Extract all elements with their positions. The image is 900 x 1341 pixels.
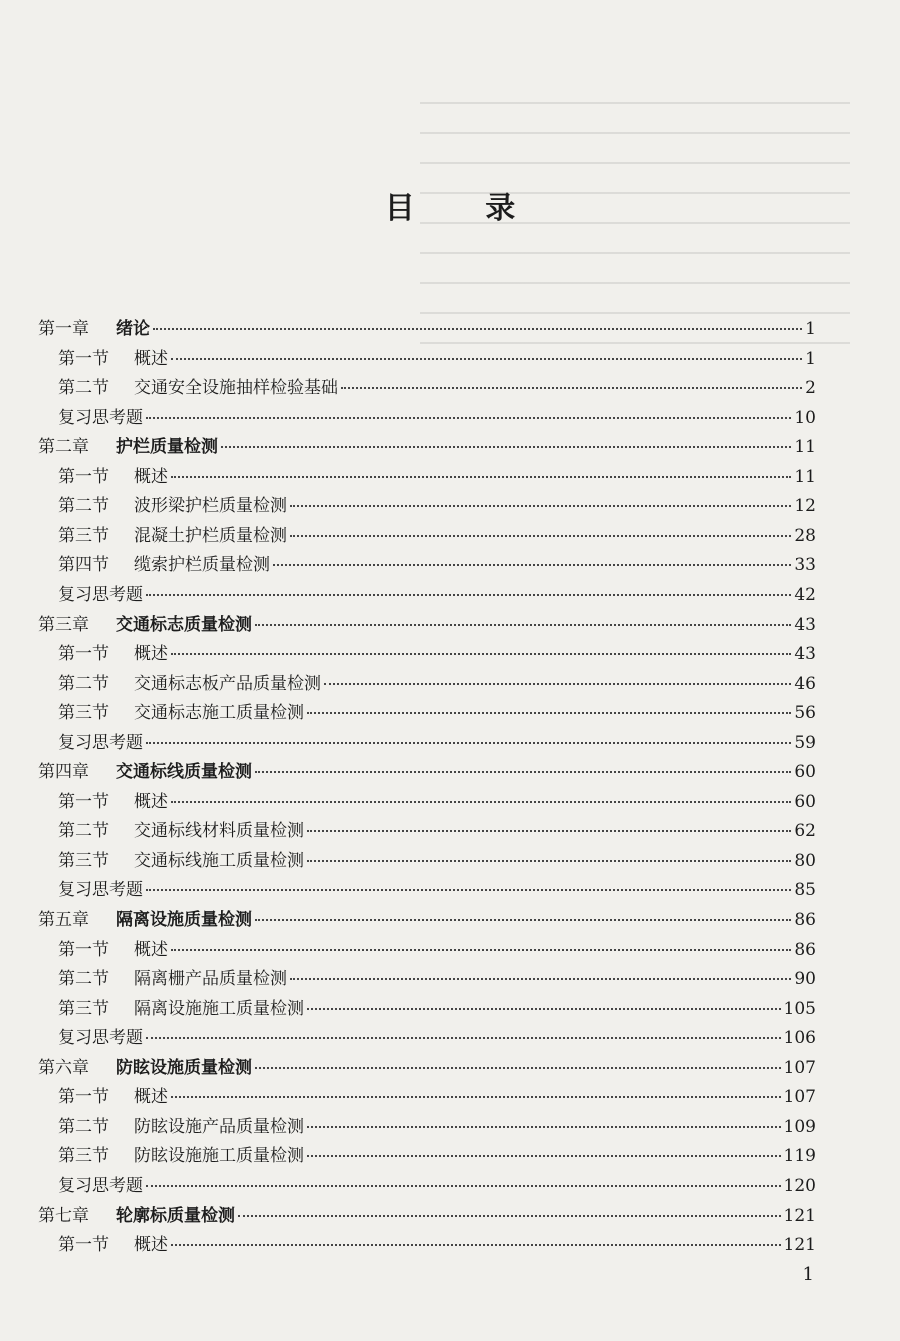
dot-leader	[307, 812, 791, 832]
toc-section-entry[interactable]	[58, 669, 816, 695]
entry-title: 概述	[134, 1087, 168, 1107]
toc-review-entry[interactable]	[58, 1023, 816, 1049]
entry-number: 第三节	[58, 999, 109, 1019]
entry-number: 第一节	[58, 1235, 109, 1255]
entry-number: 第二节	[58, 821, 109, 841]
dot-leader	[153, 310, 802, 330]
entry-number: 第一章	[38, 319, 89, 339]
page-number: 1	[802, 1264, 814, 1285]
dot-leader	[290, 517, 791, 537]
entry-page-number: 42	[794, 585, 816, 605]
entry-title: 防眩设施质量检测	[116, 1058, 252, 1078]
entry-title: 交通标志施工质量检测	[134, 703, 304, 723]
entry-title: 复习思考题	[58, 1176, 143, 1196]
toc-review-entry[interactable]	[58, 728, 816, 754]
entry-number: 第四节	[58, 555, 109, 575]
entry-page-number: 90	[794, 969, 816, 989]
dot-leader	[307, 842, 791, 862]
dot-leader	[146, 871, 791, 891]
entry-page-number: 10	[794, 408, 816, 428]
entry-page-number: 59	[794, 733, 816, 753]
toc-review-entry[interactable]	[58, 580, 816, 606]
entry-number: 第二节	[58, 1117, 109, 1137]
toc-section-entry[interactable]	[58, 964, 816, 990]
entry-title: 复习思考题	[58, 408, 143, 428]
toc-section-entry[interactable]	[58, 787, 816, 813]
entry-title: 复习思考题	[58, 733, 143, 753]
entry-page-number: 33	[794, 555, 816, 575]
toc-section-entry[interactable]	[58, 698, 816, 724]
entry-page-number: 12	[794, 496, 816, 516]
entry-page-number: 46	[794, 674, 816, 694]
toc-section-entry[interactable]	[58, 1082, 816, 1108]
entry-number: 第三节	[58, 526, 109, 546]
entry-number: 第二节	[58, 496, 109, 516]
toc-section-entry[interactable]	[58, 639, 816, 665]
toc-review-entry[interactable]	[58, 403, 816, 429]
dot-leader	[171, 1078, 781, 1098]
entry-title: 复习思考题	[58, 585, 143, 605]
entry-title: 防眩设施施工质量检测	[134, 1146, 304, 1166]
entry-page-number: 28	[794, 526, 816, 546]
entry-page-number: 1	[805, 349, 816, 369]
dot-leader	[146, 724, 791, 744]
entry-page-number: 105	[783, 999, 816, 1019]
toc-section-entry[interactable]	[58, 846, 816, 872]
entry-page-number: 60	[794, 792, 816, 812]
dot-leader	[255, 901, 791, 921]
entry-title: 隔离设施施工质量检测	[134, 999, 304, 1019]
entry-number: 第四章	[38, 762, 89, 782]
entry-number: 第七章	[38, 1206, 89, 1226]
dot-leader	[307, 1137, 781, 1157]
entry-title: 交通标线质量检测	[116, 762, 252, 782]
toc-chapter-entry[interactable]	[38, 757, 816, 783]
toc-chapter-entry[interactable]	[38, 1201, 816, 1227]
entry-title: 防眩设施产品质量检测	[134, 1117, 304, 1137]
entry-page-number: 2	[805, 378, 816, 398]
entry-number: 第三节	[58, 851, 109, 871]
toc-chapter-entry[interactable]	[38, 905, 816, 931]
dot-leader	[146, 1019, 781, 1039]
dot-leader	[146, 576, 791, 596]
dot-leader	[171, 635, 791, 655]
entry-page-number: 43	[794, 644, 816, 664]
entry-title: 复习思考题	[58, 1028, 143, 1048]
toc-section-entry[interactable]	[58, 994, 816, 1020]
entry-number: 第二节	[58, 378, 109, 398]
entry-number: 第一节	[58, 792, 109, 812]
entry-number: 第三节	[58, 1146, 109, 1166]
toc-section-entry[interactable]	[58, 816, 816, 842]
dot-leader	[238, 1197, 781, 1217]
entry-number: 第一节	[58, 349, 109, 369]
dot-leader	[171, 1226, 781, 1246]
entry-page-number: 1	[805, 319, 816, 339]
entry-number: 第一节	[58, 644, 109, 664]
toc-review-entry[interactable]	[58, 875, 816, 901]
toc-section-entry[interactable]	[58, 1141, 816, 1167]
entry-title: 轮廓标质量检测	[116, 1206, 235, 1226]
toc-chapter-entry[interactable]	[38, 610, 816, 636]
entry-number: 第三章	[38, 615, 89, 635]
entry-page-number: 11	[794, 437, 816, 457]
entry-title: 波形梁护栏质量检测	[134, 496, 287, 516]
entry-number: 第二章	[38, 437, 89, 457]
entry-title: 隔离设施质量检测	[116, 910, 252, 930]
toc-review-entry[interactable]	[58, 1171, 816, 1197]
entry-number: 第二节	[58, 969, 109, 989]
entry-number: 第五章	[38, 910, 89, 930]
dot-leader	[146, 1167, 781, 1187]
dot-leader	[255, 606, 791, 626]
entry-title: 概述	[134, 940, 168, 960]
dot-leader	[290, 960, 791, 980]
entry-title: 概述	[134, 644, 168, 664]
entry-page-number: 62	[794, 821, 816, 841]
entry-page-number: 121	[783, 1235, 816, 1255]
entry-page-number: 80	[794, 851, 816, 871]
dot-leader	[255, 1049, 781, 1069]
entry-title: 缆索护栏质量检测	[134, 555, 270, 575]
entry-page-number: 119	[783, 1146, 816, 1166]
dot-leader	[171, 340, 802, 360]
entry-page-number: 43	[794, 615, 816, 635]
entry-page-number: 56	[794, 703, 816, 723]
entry-title: 交通标志板产品质量检测	[134, 674, 321, 694]
entry-page-number: 11	[794, 467, 816, 487]
entry-title: 概述	[134, 349, 168, 369]
page-title: 目 录	[384, 191, 546, 226]
toc-section-entry[interactable]	[58, 935, 816, 961]
entry-page-number: 86	[794, 910, 816, 930]
dot-leader	[307, 694, 791, 714]
entry-number: 第三节	[58, 703, 109, 723]
dot-leader	[255, 753, 791, 773]
entry-page-number: 106	[783, 1028, 816, 1048]
entry-number: 第二节	[58, 674, 109, 694]
dot-leader	[171, 931, 791, 951]
dot-leader	[307, 1108, 781, 1128]
entry-title: 交通标志质量检测	[116, 615, 252, 635]
toc-chapter-entry[interactable]	[38, 1053, 816, 1079]
toc-section-entry[interactable]	[58, 1112, 816, 1138]
entry-title: 交通标线施工质量检测	[134, 851, 304, 871]
entry-page-number: 60	[794, 762, 816, 782]
entry-page-number: 107	[783, 1087, 816, 1107]
entry-title: 交通标线材料质量检测	[134, 821, 304, 841]
toc-section-entry[interactable]	[58, 491, 816, 517]
toc-section-entry[interactable]	[58, 1230, 816, 1256]
entry-number: 第六章	[38, 1058, 89, 1078]
entry-number: 第一节	[58, 940, 109, 960]
entry-title: 概述	[134, 792, 168, 812]
entry-number: 第一节	[58, 1087, 109, 1107]
entry-page-number: 107	[783, 1058, 816, 1078]
dot-leader	[273, 546, 791, 566]
entry-title: 混凝土护栏质量检测	[134, 526, 287, 546]
entry-page-number: 86	[794, 940, 816, 960]
toc-chapter-entry[interactable]	[38, 314, 816, 340]
entry-page-number: 109	[783, 1117, 816, 1137]
dot-leader	[171, 458, 791, 478]
entry-page-number: 120	[783, 1176, 816, 1196]
dot-leader	[324, 665, 791, 685]
toc-section-entry[interactable]	[58, 550, 816, 576]
entry-title: 护栏质量检测	[116, 437, 218, 457]
entry-title: 复习思考题	[58, 880, 143, 900]
dot-leader	[307, 990, 781, 1010]
entry-title: 绪论	[116, 319, 150, 339]
toc-chapter-entry[interactable]	[38, 432, 816, 458]
dot-leader	[341, 369, 802, 389]
entry-title: 隔离栅产品质量检测	[134, 969, 287, 989]
dot-leader	[221, 428, 791, 448]
dot-leader	[146, 399, 791, 419]
dot-leader	[290, 487, 791, 507]
toc-section-entry[interactable]	[58, 373, 816, 399]
entry-number: 第一节	[58, 467, 109, 487]
entry-title: 交通安全设施抽样检验基础	[134, 378, 338, 398]
toc-section-entry[interactable]	[58, 521, 816, 547]
entry-title: 概述	[134, 1235, 168, 1255]
entry-page-number: 121	[783, 1206, 816, 1226]
dot-leader	[171, 783, 791, 803]
toc-section-entry[interactable]	[58, 462, 816, 488]
entry-title: 概述	[134, 467, 168, 487]
entry-page-number: 85	[794, 880, 816, 900]
toc-section-entry[interactable]	[58, 344, 816, 370]
